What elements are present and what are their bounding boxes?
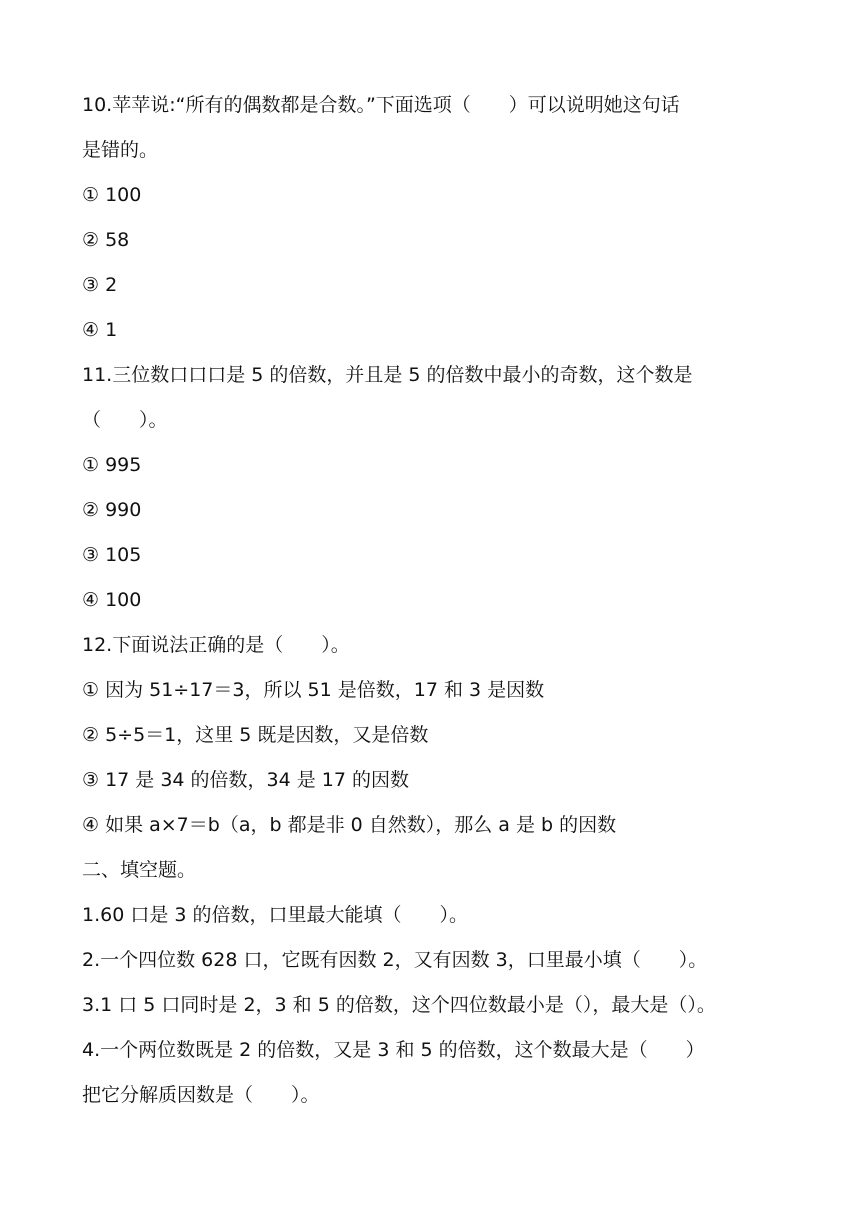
fill-item-3: 3.1 口 5 口同时是 2，3 和 5 的倍数，这个四位数最小是（），最大是（）。 — [82, 994, 716, 1016]
q11-option-4: ④ 100 — [82, 589, 142, 611]
fill-item-4-line1: 4.一个两位数既是 2 的倍数，又是 3 和 5 的倍数，这个数最大是（ ） — [82, 1039, 705, 1061]
fill-item-1: 1.60 口是 3 的倍数，口里最大能填（ ）。 — [82, 904, 469, 926]
q11-option-1: ① 995 — [82, 454, 142, 476]
q11-option-2: ② 990 — [82, 499, 142, 521]
q12-option-1: ① 因为 51÷17＝3，所以 51 是倍数，17 和 3 是因数 — [82, 679, 545, 701]
q10-stem-line1: 10.苹苹说:“所有的偶数都是合数。”下面选项（ ）可以说明她这句话 — [82, 94, 680, 116]
q11-stem-line1: 11.三位数口口口是 5 的倍数，并且是 5 的倍数中最小的奇数，这个数是 — [82, 364, 693, 386]
q12-stem: 12.下面说法正确的是（ ）。 — [82, 634, 350, 656]
q10-stem-line2: 是错的。 — [82, 139, 159, 161]
q12-option-2: ② 5÷5＝1，这里 5 既是因数，又是倍数 — [82, 724, 429, 746]
section2-heading: 二、填空题。 — [82, 859, 197, 881]
q10-option-1: ① 100 — [82, 184, 142, 206]
fill-item-2: 2.一个四位数 628 口，它既有因数 2，又有因数 3，口里最小填（ ）。 — [82, 949, 708, 971]
q12-option-4: ④ 如果 a×7＝b（a，b 都是非 0 自然数），那么 a 是 b 的因数 — [82, 814, 617, 836]
fill-item-4-line2: 把它分解质因数是（ ）。 — [82, 1084, 320, 1106]
q11-stem-line2: （ ）。 — [82, 409, 168, 431]
q10-option-3: ③ 2 — [82, 274, 118, 296]
q11-option-3: ③ 105 — [82, 544, 142, 566]
q10-option-2: ② 58 — [82, 229, 130, 251]
q12-option-3: ③ 17 是 34 的倍数，34 是 17 的因数 — [82, 769, 410, 791]
q10-option-4: ④ 1 — [82, 319, 118, 341]
